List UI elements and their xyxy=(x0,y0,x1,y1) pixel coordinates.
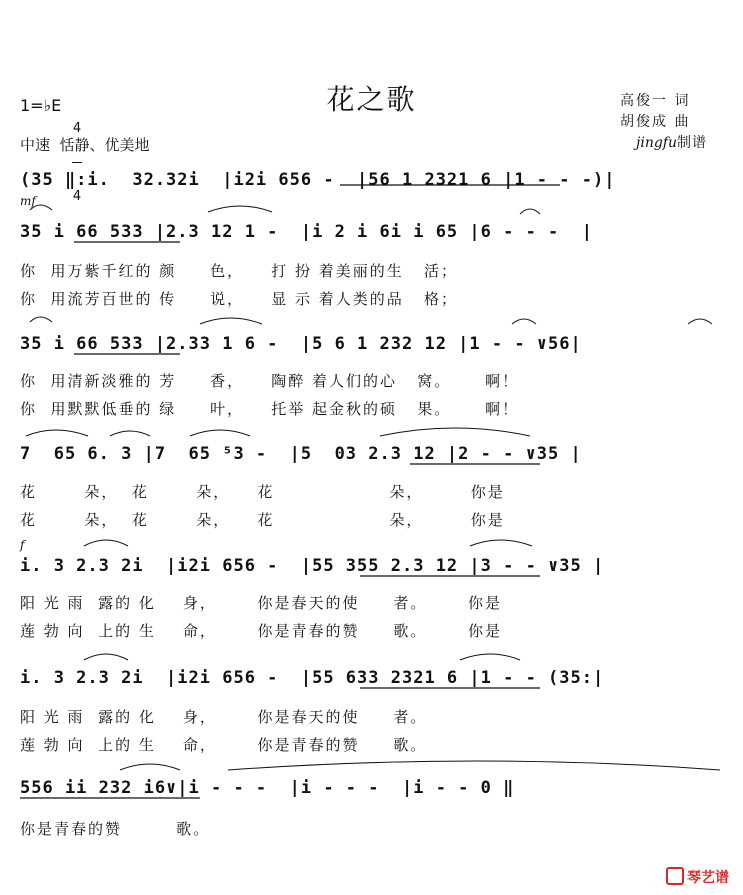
slur xyxy=(208,206,272,212)
song-title: 花之歌 xyxy=(326,83,417,116)
system-7-lyric: 你是青春的赞 歌。 xyxy=(20,820,211,838)
slur xyxy=(512,319,536,324)
system-2-lyric-verse-2: 你 用流芳百世的 传 说， 显 示 着人类的品 格； xyxy=(20,290,459,308)
slur xyxy=(110,431,150,436)
system-4-notes: 7 65 6. 3 |7 65 ⁵3 - |5 03 2.3 12 |2 - - ∨35 | xyxy=(20,444,582,464)
system-5-lyric-verse-1: 阳 光 雨 露的 化 身， 你是春天的使 者。 你是 xyxy=(20,594,502,612)
lyricist-credit: 高俊一 词 xyxy=(620,93,691,109)
system-3-notes: 35 i 66 533 |2.33 1 6 - |5 6 1 232 12 |1 - - ∨56| xyxy=(20,334,582,354)
slur xyxy=(120,764,180,770)
dynamic-f: f xyxy=(20,538,25,552)
tie xyxy=(228,761,720,770)
slur xyxy=(84,540,128,546)
system-2-lyric-verse-1: 你 用万紫千红的 颜 色， 打 扮 着美丽的生 活； xyxy=(20,262,459,280)
watermark-logo xyxy=(666,867,729,887)
system-1-notes: (35 ‖:i. 32.32i |i2i 656 - |56 1 2321 6 |1 - - -)| xyxy=(20,170,616,190)
slur xyxy=(30,205,52,210)
tempo-marking: 中速 恬静、优美地 xyxy=(20,136,150,154)
system-6-lyric-verse-2: 莲 勃 向 上的 生 命， 你是青春的赞 歌。 xyxy=(20,736,428,754)
composer-credit: 胡俊成 曲 xyxy=(620,114,691,130)
slur xyxy=(26,430,88,436)
slur xyxy=(380,428,530,436)
time-signature-numerator: 4 xyxy=(72,121,82,136)
slur xyxy=(520,209,540,214)
system-2-notes: 35 i 66 533 |2.3 12 1 - |i 2 i 6i i 65 |6 - - - | xyxy=(20,222,593,242)
slur xyxy=(190,430,250,436)
system-3-lyric-verse-2: 你 用默默低垂的 绿 叶， 托举 起金秋的硕 果。 啊！ xyxy=(20,400,520,418)
system-5-lyric-verse-2: 莲 勃 向 上的 生 命， 你是青春的赞 歌。 你是 xyxy=(20,622,502,640)
dynamic-mf: mf xyxy=(20,194,36,208)
time-signature-denominator: 4 xyxy=(72,189,82,204)
system-3-lyric-verse-1: 你 用清新淡雅的 芳 香， 陶醉 着人们的心 窝。 啊！ xyxy=(20,372,520,390)
transcriber-name: jingfu xyxy=(636,135,677,151)
transcriber-suffix: 制谱 xyxy=(677,135,707,151)
slur xyxy=(200,318,262,324)
system-4-lyric-verse-1: 花 朵， 花 朵， 花 朵， 你是 xyxy=(20,483,505,501)
slur xyxy=(84,654,128,660)
system-4-lyric-verse-2: 花 朵， 花 朵， 花 朵， 你是 xyxy=(20,511,505,529)
slur xyxy=(470,540,532,546)
system-6-notes: i. 3 2.3 2i |i2i 656 - |55 633 2321 6 |1 - - (35:| xyxy=(20,668,605,688)
system-6-lyric-verse-1: 阳 光 雨 露的 化 身， 你是春天的使 者。 xyxy=(20,708,428,726)
system-7-notes: 556 ii 232 i6∨|i - - - |i - - - |i - - 0 ‖ xyxy=(20,778,515,798)
key-signature: 1=♭E xyxy=(20,96,62,115)
watermark-text: 琴艺谱 xyxy=(687,870,729,886)
logo-icon xyxy=(666,867,684,885)
slur xyxy=(30,317,52,322)
system-5-notes: i. 3 2.3 2i |i2i 656 - |55 355 2.3 12 |3 - - ∨35 | xyxy=(20,556,605,576)
slur xyxy=(460,654,520,660)
slur xyxy=(688,319,712,324)
